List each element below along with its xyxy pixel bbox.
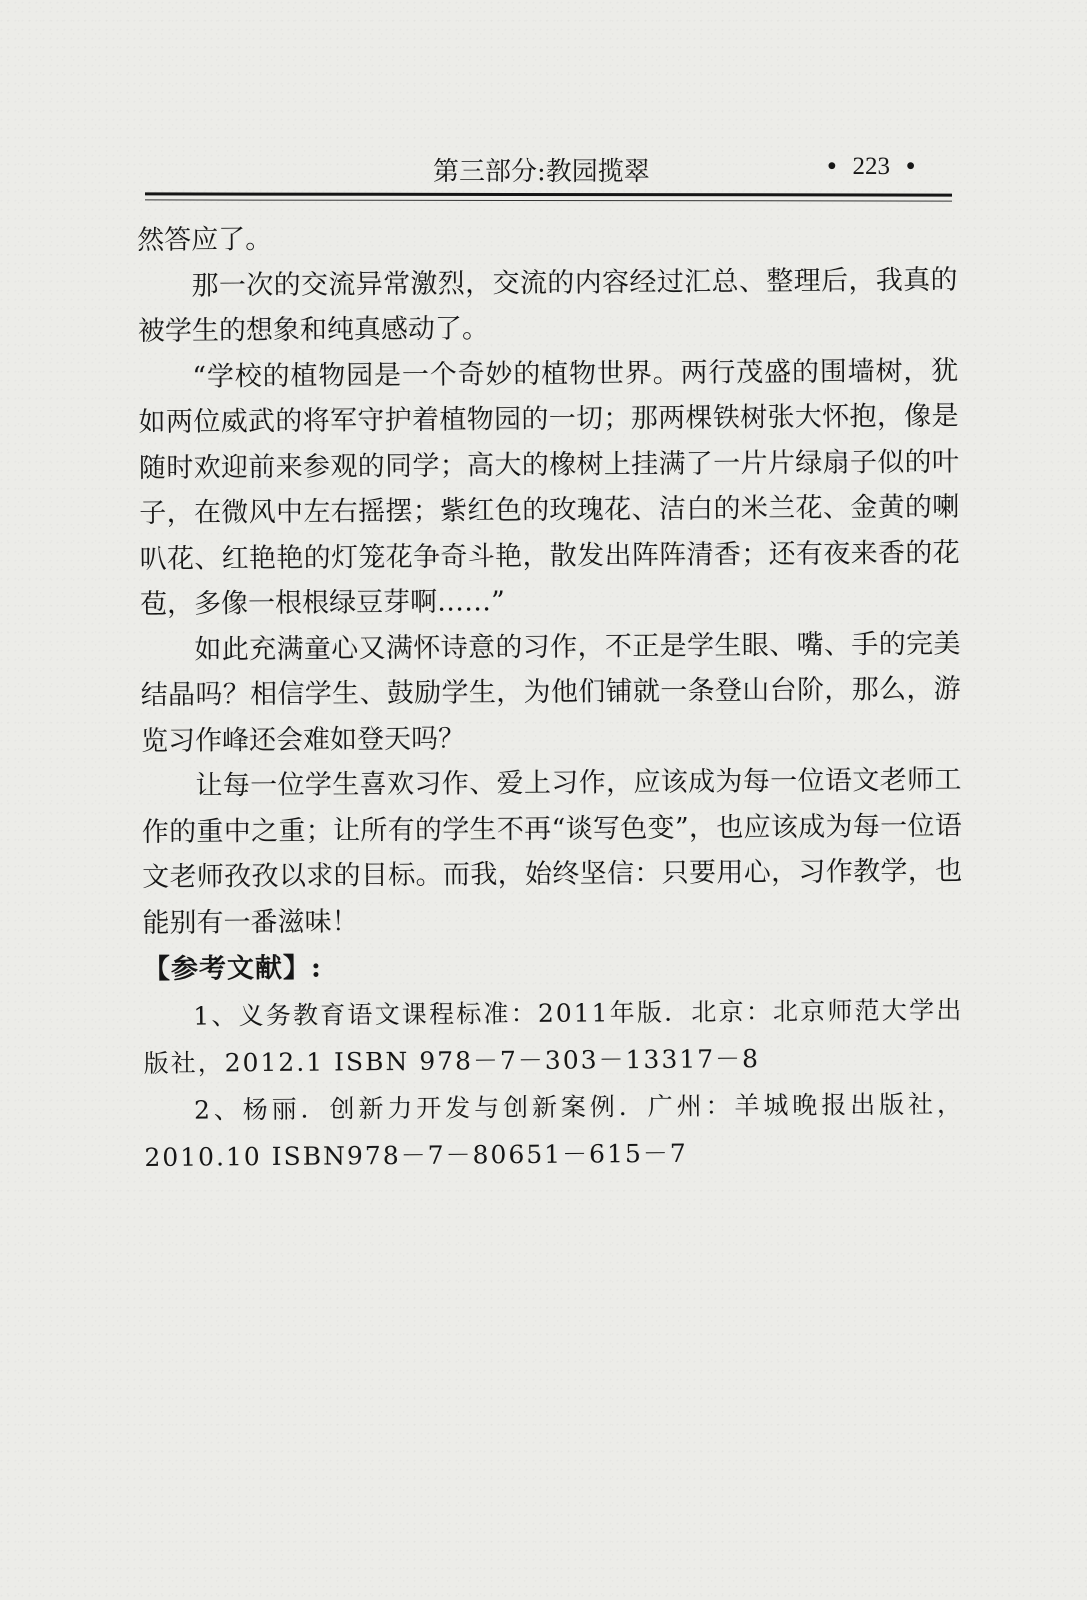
page-body [137,212,965,1181]
running-header [145,150,950,190]
paragraph-conclusion: 让每一位学生喜欢习作、爱上习作，应该成为每一位语文老师工作的重中之重；让所有的学生不再“谈写色变”，也应该成为每一位语文老师孜孜以求的目标。而我，始终坚信：只要用心，习作教学，也能别有一番滋味！ [141,764,963,939]
page-number-dot-left: • [827,153,837,180]
section-title: 第三部分:教园揽翠 [433,157,650,187]
paragraph-student-quote: “学校的植物园是一个奇妙的植物世界。两行茂盛的围墙树，犹如两位威武的将军守护着植物园的一切；那两棵铁树张大怀抱，像是随时欢迎前来参观的同学；高大的橡树上挂满了一片片绿扇子似的叶子，在微风中左右摇摆；紫红色的玫瑰花、洁白的米兰花、金黄的喇叭花、红艳艳的灯笼花争奇斗艳，散发出阵阵清香；还有夜来香的花苞，多像一根根绿豆芽啊……” [138,355,960,620]
reference-item: 2、杨丽．创新力开发与创新案例．广州：羊城晚报出版社，2010.10 ISBN978－7－80651－615－7 [144,1089,965,1172]
reference-item: 1、义务教育语文课程标准：2011年版．北京：北京师范大学出版社，2012.1 ISBN 978－7－303－13317－8 [143,995,964,1078]
paragraph-discussion: 那一次的交流异常激烈，交流的内容经过汇总、整理后，我真的被学生的想象和纯真感动了。 [137,264,958,347]
header-rule-thick [145,192,952,196]
paragraph-continuation: 然答应了。 [137,223,273,256]
blank-page-area [0,1180,1087,1600]
page-number: 223 [852,153,890,180]
paragraph-reflection: 如此充满童心又满怀诗意的习作，不正是学生眼、嘴、手的完美结晶吗？相信学生、鼓励学生，为他们铺就一条登山台阶，那么，游览习作峰还会难如登天吗？ [140,628,961,757]
page-number-area [817,153,925,181]
page-number-dot-right: • [906,153,915,180]
references-heading: 【参考文献】: [142,952,322,985]
header-rule-thin [145,199,952,201]
